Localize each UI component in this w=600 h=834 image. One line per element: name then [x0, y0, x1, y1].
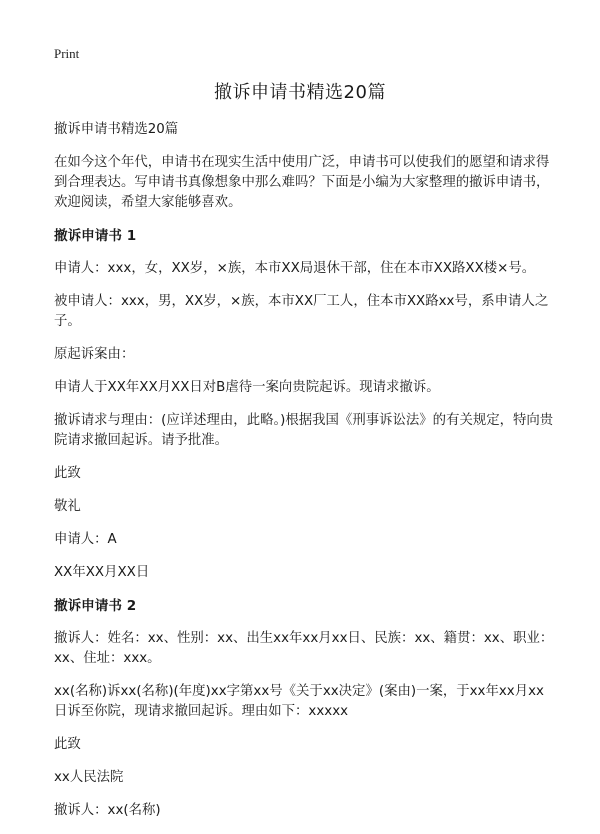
section-2-heading: 撤诉申请书 2 [54, 598, 137, 614]
section-2-applicant: 撤诉人：姓名：xx、性别：xx、出生xx年xx月xx日、民族：xx、籍贯：xx、职业：xx、住址：xxx。 [54, 631, 554, 666]
section-1-cause-label: 原起诉案由： [54, 347, 135, 362]
section-2-case: xx(名称)诉xx(名称)(年度)xx字第xx号《关于xx决定》(案由)一案，于xx年xx月xx日诉至你院，现请求撤回起诉。理由如下：xxxxx [54, 684, 544, 719]
section-1-cause: 申请人于XX年XX月XX日对B虐待一案向贵院起诉。现请求撤诉。 [54, 380, 440, 395]
section-1-respondent: 被申请人：xxx，男，XX岁，×族，本市XX厂工人，住本市XX路xx号，系申请人之子。 [54, 294, 549, 329]
document-body [54, 120, 554, 834]
document-title: 撤诉申请书精选20篇 [214, 82, 386, 103]
section-1-closing-1: 此致 [54, 466, 81, 481]
section-1-closing-2: 敬礼 [54, 499, 81, 514]
section-1-applicant: 申请人：xxx，女，XX岁，×族，本市XX局退休干部，住在本市XX路XX楼×号。 [54, 261, 536, 276]
intro-paragraph: 在如今这个年代，申请书在现实生活中使用广泛，申请书可以使我们的愿望和请求得到合理表达。写申请书真像想象中那么难吗？下面是小编为大家整理的撤诉申请书，欢迎阅读，希望大家能够喜欢。 [54, 155, 550, 210]
section-2-court: xx人民法院 [54, 770, 124, 785]
print-label: Print [54, 46, 80, 61]
subtitle: 撤诉申请书精选20篇 [54, 122, 179, 137]
section-2-signer: 撤诉人：xx(名称) [54, 803, 161, 818]
section-1-signer: 申请人：A [54, 532, 117, 547]
section-1-reason: 撤诉请求与理由：(应详述理由，此略。)根据我国《刑事诉讼法》的有关规定，特向贵院请求撤回起诉。请予批准。 [54, 413, 554, 448]
section-1-heading: 撤诉申请书 1 [54, 228, 137, 244]
section-2-closing-1: 此致 [54, 737, 81, 752]
section-1-date: XX年XX月XX日 [54, 565, 150, 580]
